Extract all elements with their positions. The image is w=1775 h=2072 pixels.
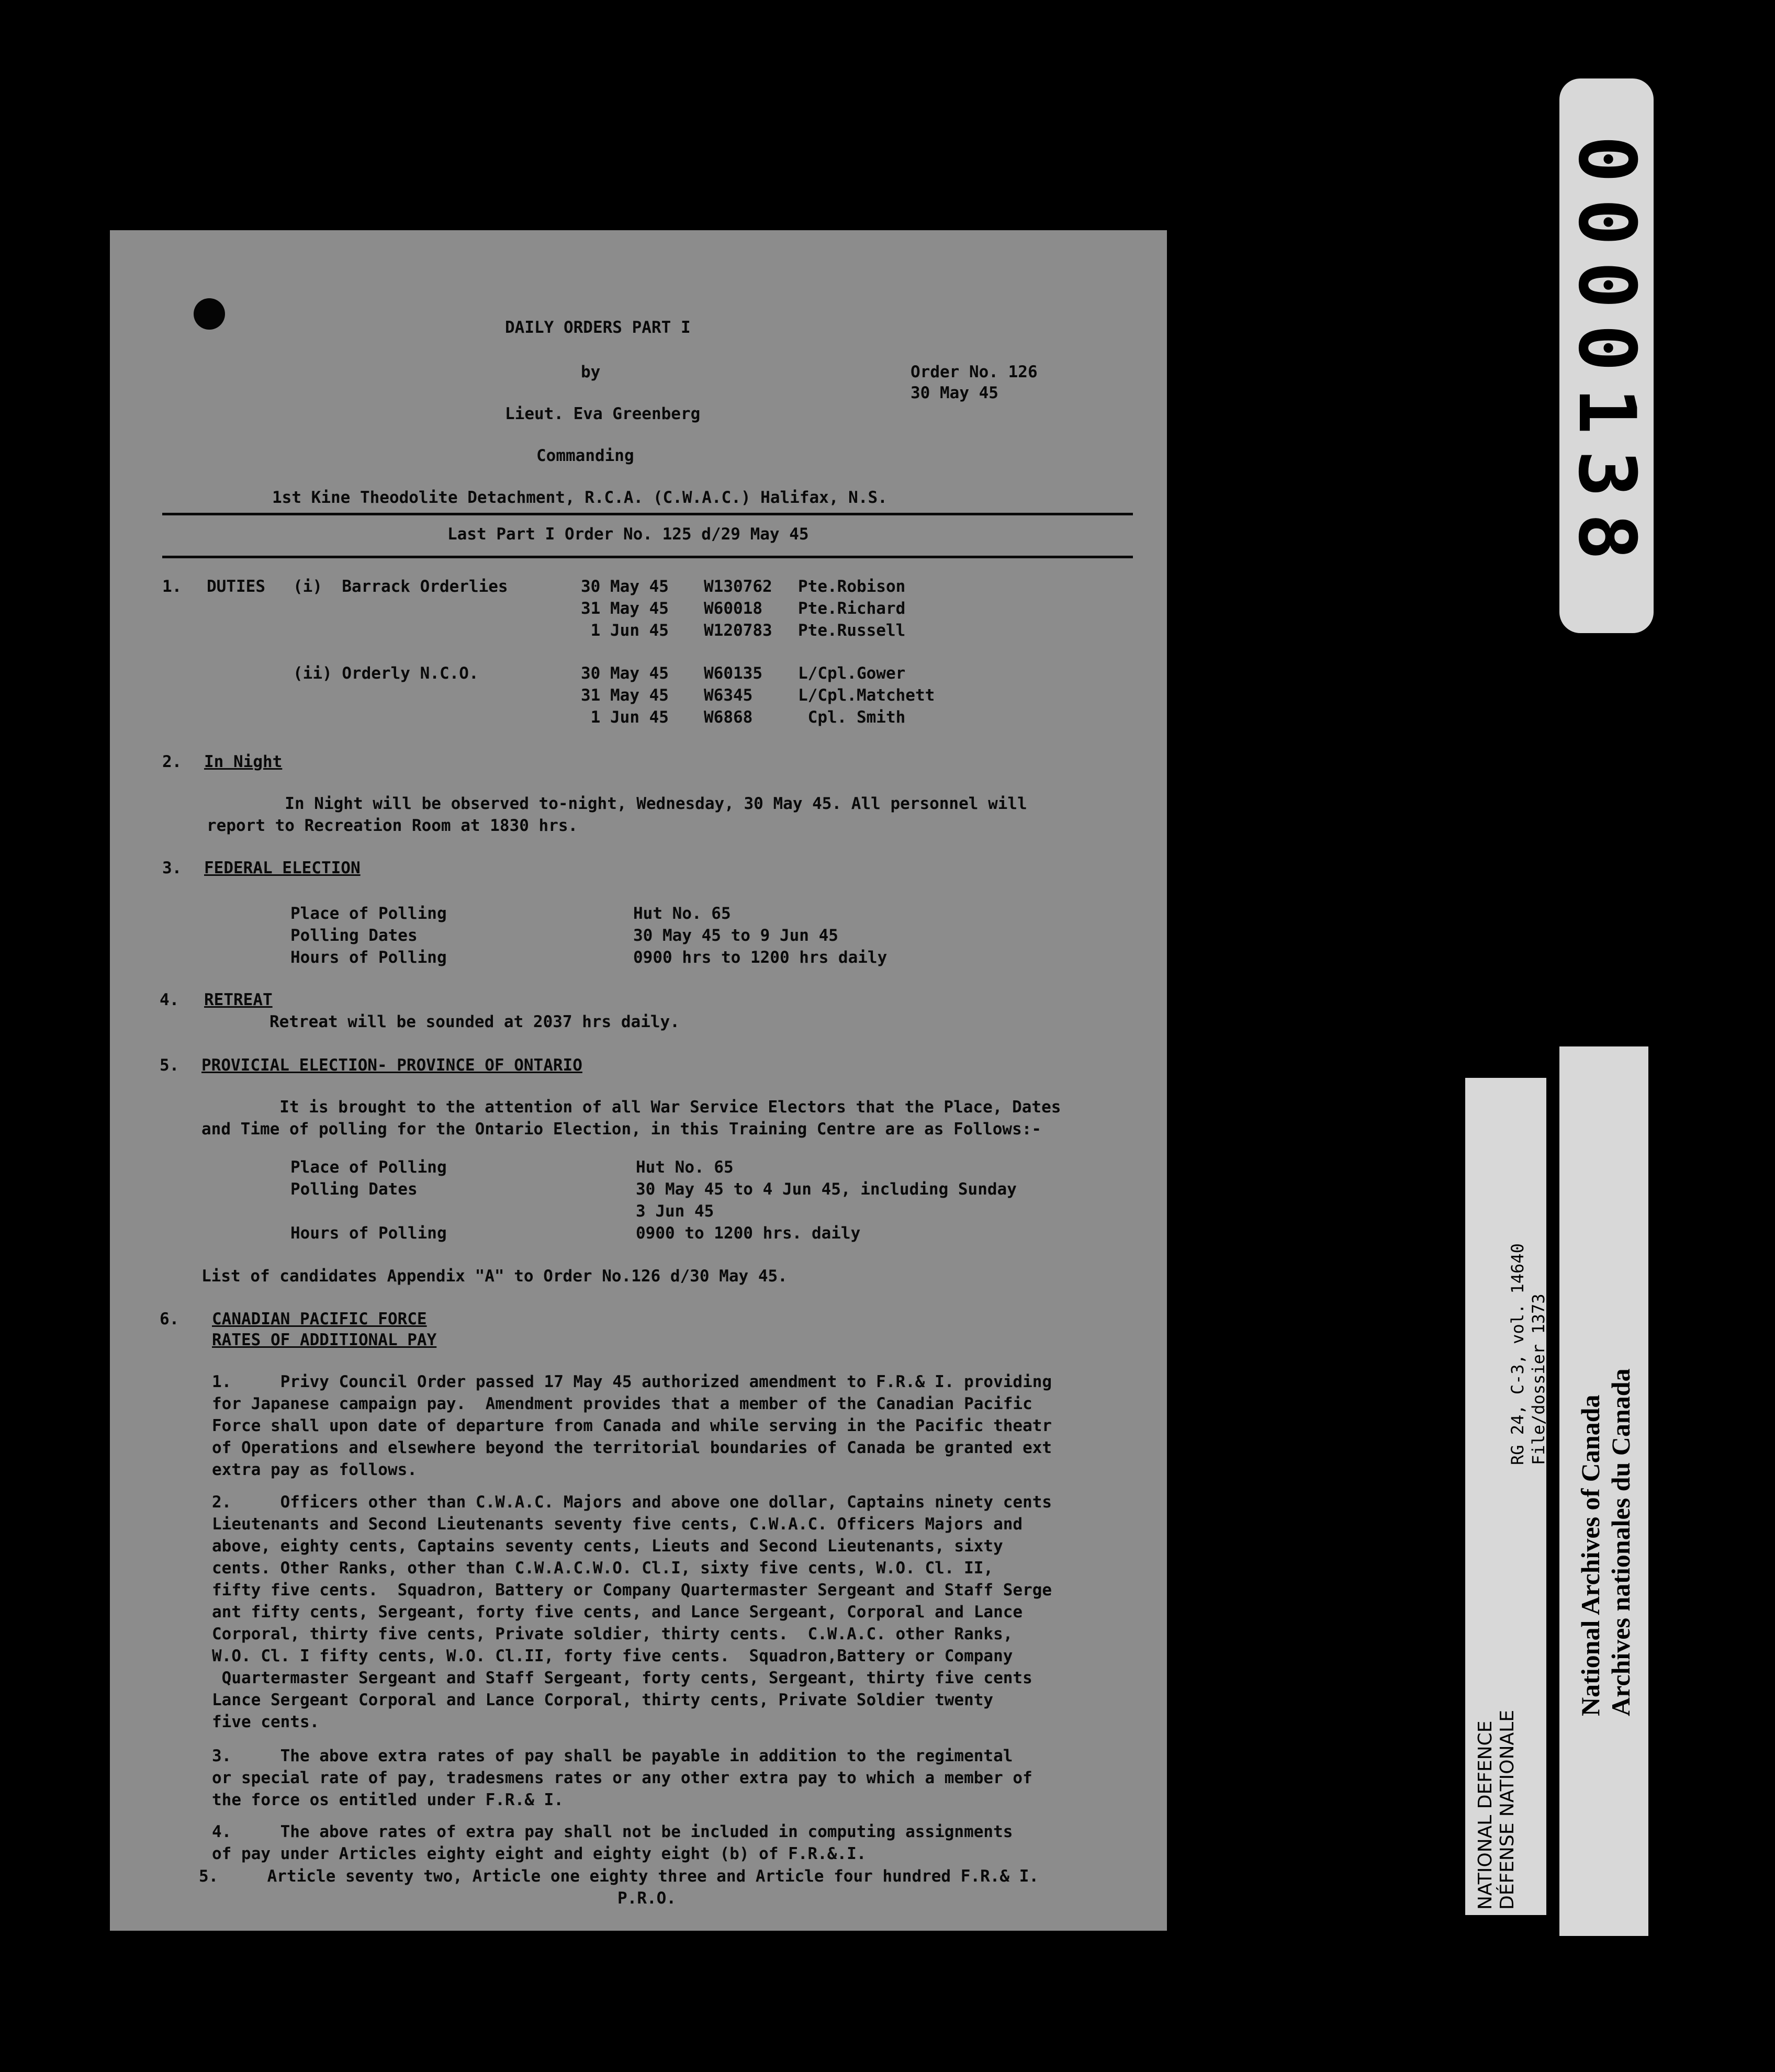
by-label: by [581, 363, 601, 381]
polling-label: Place of Polling [290, 1158, 447, 1177]
reference-block [1507, 1243, 1549, 1465]
last-order: Last Part I Order No. 125 d/29 May 45 [447, 525, 809, 544]
polling-label: Polling Dates [290, 1180, 418, 1199]
polling-value: 0900 hrs to 1200 hrs daily [633, 948, 887, 967]
s1-number: 1. [162, 577, 182, 596]
polling-value: Hut No. 65 [633, 904, 731, 923]
duty-date: 31 May 45 [581, 599, 669, 618]
nco-label: (ii) Orderly N.C.O. [293, 664, 479, 683]
s3-number: 3. [162, 859, 182, 877]
s6-number: 6. [160, 1310, 179, 1328]
s6-para-5: 5. Article seventy two, Article one eighty three and Article four hundred F.R.& I. [199, 1867, 1039, 1886]
s4-number: 4. [160, 990, 179, 1009]
s5-number: 5. [160, 1056, 179, 1075]
polling-value: 0900 to 1200 hrs. daily [636, 1224, 861, 1243]
order-number: Order No. 126 [911, 363, 1038, 381]
polling-value: 30 May 45 to 9 Jun 45 [633, 926, 838, 945]
s6-para-2: 2. Officers other than C.W.A.C. Majors and above one dollar, Captains ninety cents Lieutenants and Second Lieutenants seventy five cents, C.W.A.C. Officers Majors and above, eighty cents, Captains seventy cents, Lieuts and Second Lieutenants, sixty cents. Other Ranks, other than C.W.A.C.W.O. Cl.I, sixty five cents, W.O. Cl. II, fifty five cents. Squadron, Battery or Company Quartermaster Sergeant and Staff Serge ant fifty cents, Sergeant, forty five cents, and Lance Sergeant, Corporal and Lance Corporal, thirty five cents, Private soldier, thirty cents. C.W.A.C. other Ranks, W.O. Cl. I fifty cents, W.O. Cl.II, forty five cents. Squadron,Battery or Company Quartermaster Sergeant and Staff Sergeant, forty cents, Sergeant, thirty five cents Lance Sergeant Corporal and Lance Corporal, thirty cents, Private Soldier twenty five cents. [212, 1493, 1052, 1731]
frame-number: 0000138 [1561, 135, 1652, 577]
duty-number: W130762 [704, 577, 772, 596]
frame-number-label [1559, 78, 1654, 633]
archive-name-block [1575, 1369, 1636, 1716]
duty-name: L/Cpl.Matchett [798, 686, 935, 705]
s1-heading: DUTIES [207, 577, 265, 596]
polling-label: Hours of Polling [290, 948, 447, 967]
s5-heading: PROVICIAL ELECTION- PROVINCE OF ONTARIO [201, 1056, 582, 1075]
reference-1: RG 24, C-3, vol. 14640 [1508, 1243, 1527, 1465]
duty-date: 31 May 45 [581, 686, 669, 705]
s2-number: 2. [162, 752, 182, 771]
duty-number: W60135 [704, 664, 762, 683]
s6-para-4: 4. The above rates of extra pay shall not be included in computing assignments of pay under Articles eighty eight and eighty eight (b) of F.R.&.I. [212, 1822, 1013, 1863]
s6-heading: CANADIAN PACIFIC FORCE [212, 1310, 427, 1328]
duty-date: 30 May 45 [581, 577, 669, 596]
dept-en: NATIONAL DEFENCE [1475, 1720, 1496, 1910]
header-rule-bottom [162, 556, 1133, 558]
barrack-label: (i) Barrack Orderlies [293, 577, 508, 596]
duty-number: W6868 [704, 708, 753, 727]
s6-subheading: RATES OF ADDITIONAL PAY [212, 1331, 437, 1349]
polling-label: Place of Polling [290, 904, 447, 923]
commanding-label: Commanding [536, 446, 634, 465]
duty-name: Pte.Robison [798, 577, 906, 596]
s2-text: In Night will be observed to-night, Wednesday, 30 May 45. All personnel will report to Recreation Room at 1830 hrs. [207, 794, 1027, 835]
s6-para-1: 1. Privy Council Order passed 17 May 45 authorized amendment to F.R.& I. providing for Japanese campaign pay. Amendment provides that a member of the Canadian Pacific Force shall upon date of departure from Canada and while serving in the Pacific theatr of Operations and elsewhere beyond the territorial boundaries of Canada be granted ext extra pay as follows. [212, 1372, 1052, 1479]
s2-heading: In Night [204, 752, 283, 771]
archive-name-fr: Archives nationales du Canada [1606, 1368, 1635, 1716]
officer-name: Lieut. Eva Greenberg [505, 404, 701, 423]
polling-label: Polling Dates [290, 926, 418, 945]
polling-value: 30 May 45 to 4 Jun 45, including Sunday 3 Jun 45 [636, 1180, 1017, 1221]
order-date: 30 May 45 [911, 384, 998, 402]
document-page [110, 230, 1167, 1931]
s5-text: It is brought to the attention of all War Service Electors that the Place, Dates and Time of polling for the Ontario Election, in this Training Centre are as Follows:- [201, 1098, 1061, 1139]
s3-heading: FEDERAL ELECTION [204, 859, 361, 877]
reference-2: File/dossier 1373 [1529, 1293, 1548, 1465]
unit-name: 1st Kine Theodolite Detachment, R.C.A. (C.W.A.C.) Halifax, N.S. [272, 488, 887, 507]
duty-date: 1 Jun 45 [581, 621, 669, 640]
duty-name: Pte.Richard [798, 599, 906, 618]
archive-name-stub [1559, 1046, 1648, 1936]
doc-title: DAILY ORDERS PART I [505, 318, 691, 337]
duty-date: 30 May 45 [581, 664, 669, 683]
duty-name: Pte.Russell [798, 621, 906, 640]
duty-name: Cpl. Smith [798, 708, 906, 727]
dept-block [1475, 1710, 1519, 1910]
polling-label: Hours of Polling [290, 1224, 447, 1243]
s6-para-6: P.R.O. [617, 1889, 676, 1908]
dept-fr: DÉFENSE NATIONALE [1497, 1710, 1518, 1910]
polling-value: Hut No. 65 [636, 1158, 734, 1177]
header-rule-top [162, 513, 1133, 515]
archive-name-en: National Archives of Canada [1576, 1394, 1605, 1716]
duty-name: L/Cpl.Gower [798, 664, 906, 683]
duty-number: W120783 [704, 621, 772, 640]
archive-reference-stub [1465, 1078, 1546, 1915]
s6-para-3: 3. The above extra rates of pay shall be payable in addition to the regimental or special rate of pay, tradesmens rates or any other extra pay to which a member of the force os entitled under F.R.& I. [212, 1747, 1032, 1809]
candidates-note: List of candidates Appendix "A" to Order No.126 d/30 May 45. [201, 1267, 788, 1286]
s4-heading: RETREAT [204, 990, 273, 1009]
duty-number: W60018 [704, 599, 762, 618]
duty-number: W6345 [704, 686, 753, 705]
s4-text: Retreat will be sounded at 2037 hrs daily. [269, 1012, 680, 1031]
duty-date: 1 Jun 45 [581, 708, 669, 727]
punch-hole [194, 298, 225, 330]
